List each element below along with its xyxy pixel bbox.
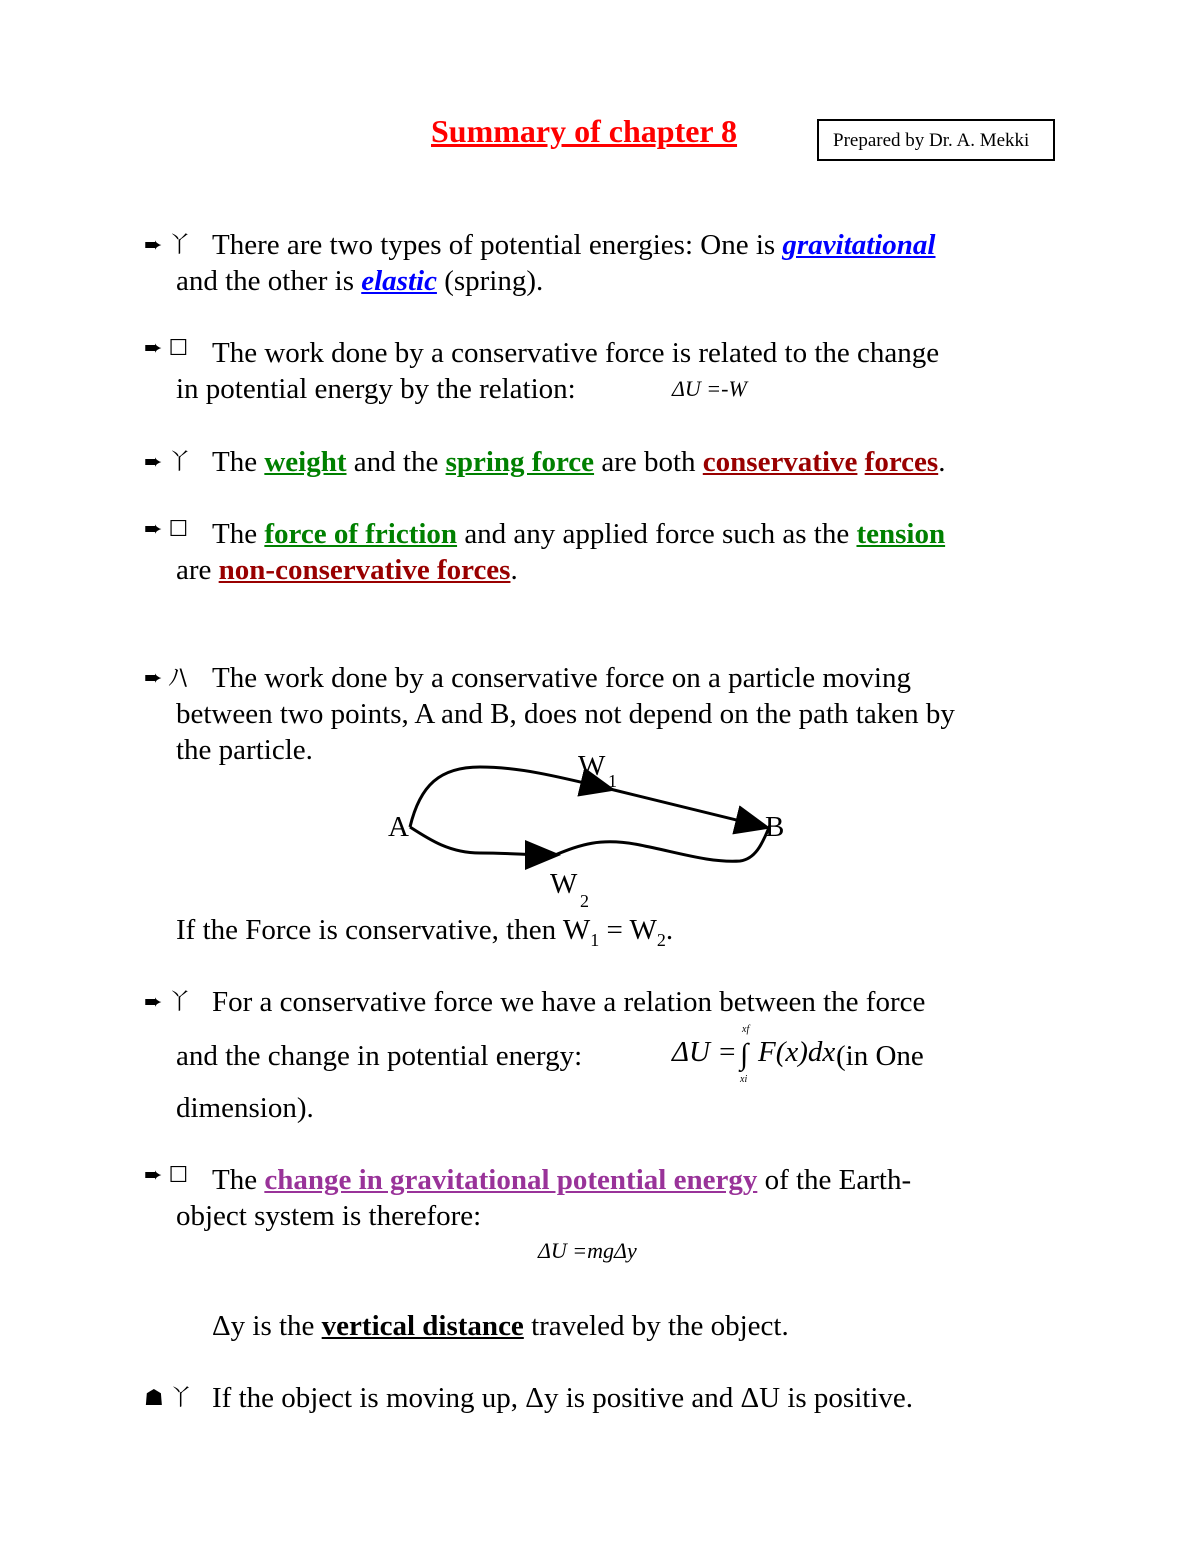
term-gravitational: gravitational (782, 229, 936, 261)
p4-line1: The force of friction and any applied force such as the tension (212, 518, 946, 550)
arrow-icon: ➨ (144, 450, 163, 475)
checkbox-icon: ☐ (168, 336, 189, 361)
path-w1-line (610, 789, 765, 827)
p6-line3: dimension). (176, 1092, 314, 1124)
arrow-icon: ➨ (144, 1163, 163, 1188)
p6-line2-suffix: (in One (836, 1040, 924, 1072)
bullet-8 (144, 1381, 192, 1412)
term-conservative: conservative (702, 446, 858, 478)
term-friction: force of friction (264, 518, 458, 550)
p5-line2: between two points, A and B, does not depend on the path taken by (176, 698, 955, 730)
p6-line1: For a conservative force we have a relation between the force (212, 986, 926, 1018)
bullet-7 (144, 1163, 188, 1188)
term-spring-force: spring force (445, 446, 595, 478)
term-elastic: elastic (361, 265, 437, 297)
arrow-icon: ➨ (144, 666, 163, 691)
p7-line1: The change in gravitational potential energy of the Earth- (212, 1164, 912, 1196)
bullet-mark-icon: 丫 (168, 450, 191, 475)
bullet-mark-icon: 丫 (168, 233, 191, 258)
formula-mg-delta-y: ΔU =mgΔy (538, 1238, 637, 1263)
bullet-mark-icon: ﾉ\ (168, 666, 187, 691)
integrand: F(x)dx (758, 1036, 836, 1068)
w1-label: W (578, 750, 606, 782)
p2-line1: The work done by a conservative force is related to the change (212, 337, 940, 369)
w2-subscript: 2 (580, 891, 589, 911)
formula-integral: ΔU = (672, 1036, 737, 1068)
p1-line1: There are two types of potential energies: One is gravitational (212, 229, 936, 261)
bullet-5 (144, 661, 187, 692)
p3-line1: The weight and the spring force are both conservative forces. (212, 446, 946, 478)
term-weight: weight (264, 446, 347, 478)
term-tension: tension (856, 518, 946, 550)
arrow-icon: ➨ (144, 517, 163, 542)
integral-sign: xf ∫ xi (740, 1024, 750, 1085)
term-change-gpe: change in gravitational potential energy (264, 1164, 758, 1196)
term-vertical-distance: vertical distance (321, 1310, 524, 1342)
p1-line2: and the other is elastic (spring). (176, 265, 544, 297)
p5-conclusion: If the Force is conservative, then $W_1 = W_2$. (176, 914, 674, 950)
bullet-1 (144, 228, 190, 259)
arrow-icon: ➨ (144, 233, 163, 258)
arrow-icon: ➨ (144, 990, 163, 1015)
path-w2-end (555, 825, 770, 861)
page-title: Summary of chapter 8 (431, 113, 738, 149)
bullet-3 (144, 445, 190, 476)
bullet-mark-icon: 丫 (168, 990, 191, 1015)
term-forces: forces (864, 446, 939, 478)
path-w2-curve (410, 827, 555, 855)
p5-line1: The work done by a conservative force on a particle moving (212, 662, 911, 694)
arrow-icon: ➨ (144, 336, 163, 361)
w2-label: W (550, 868, 578, 900)
bullet-mark-icon: 丫 (169, 1386, 192, 1411)
checkbox-icon: ☐ (168, 1163, 189, 1188)
p4-line2: are non-conservative forces. (176, 554, 518, 586)
formula-delta-u-w: ΔU =-W (672, 376, 747, 401)
point-a-label: A (388, 811, 409, 843)
bullet-6 (144, 985, 190, 1016)
bullet-2 (144, 336, 188, 361)
p6-line2: and the change in potential energy: (176, 1040, 583, 1072)
p5-line3: the particle. (176, 734, 313, 766)
bullet-4 (144, 517, 188, 542)
point-b-label: B (765, 811, 785, 843)
path-diagram (380, 745, 800, 915)
w1-subscript: 1 (608, 771, 617, 791)
clapper-icon: ☗ (144, 1386, 164, 1411)
checkbox-icon: ☐ (168, 517, 189, 542)
p7-line2: object system is therefore: (176, 1200, 482, 1232)
p8-line: Δy is the vertical distance traveled by the object. (212, 1310, 789, 1342)
p9-line: If the object is moving up, Δy is positive and ΔU is positive. (212, 1382, 914, 1414)
term-non-conservative: non-conservative forces (218, 554, 511, 586)
p2-line2: in potential energy by the relation: (176, 373, 576, 405)
author-box: Prepared by Dr. A. Mekki (817, 119, 1055, 161)
